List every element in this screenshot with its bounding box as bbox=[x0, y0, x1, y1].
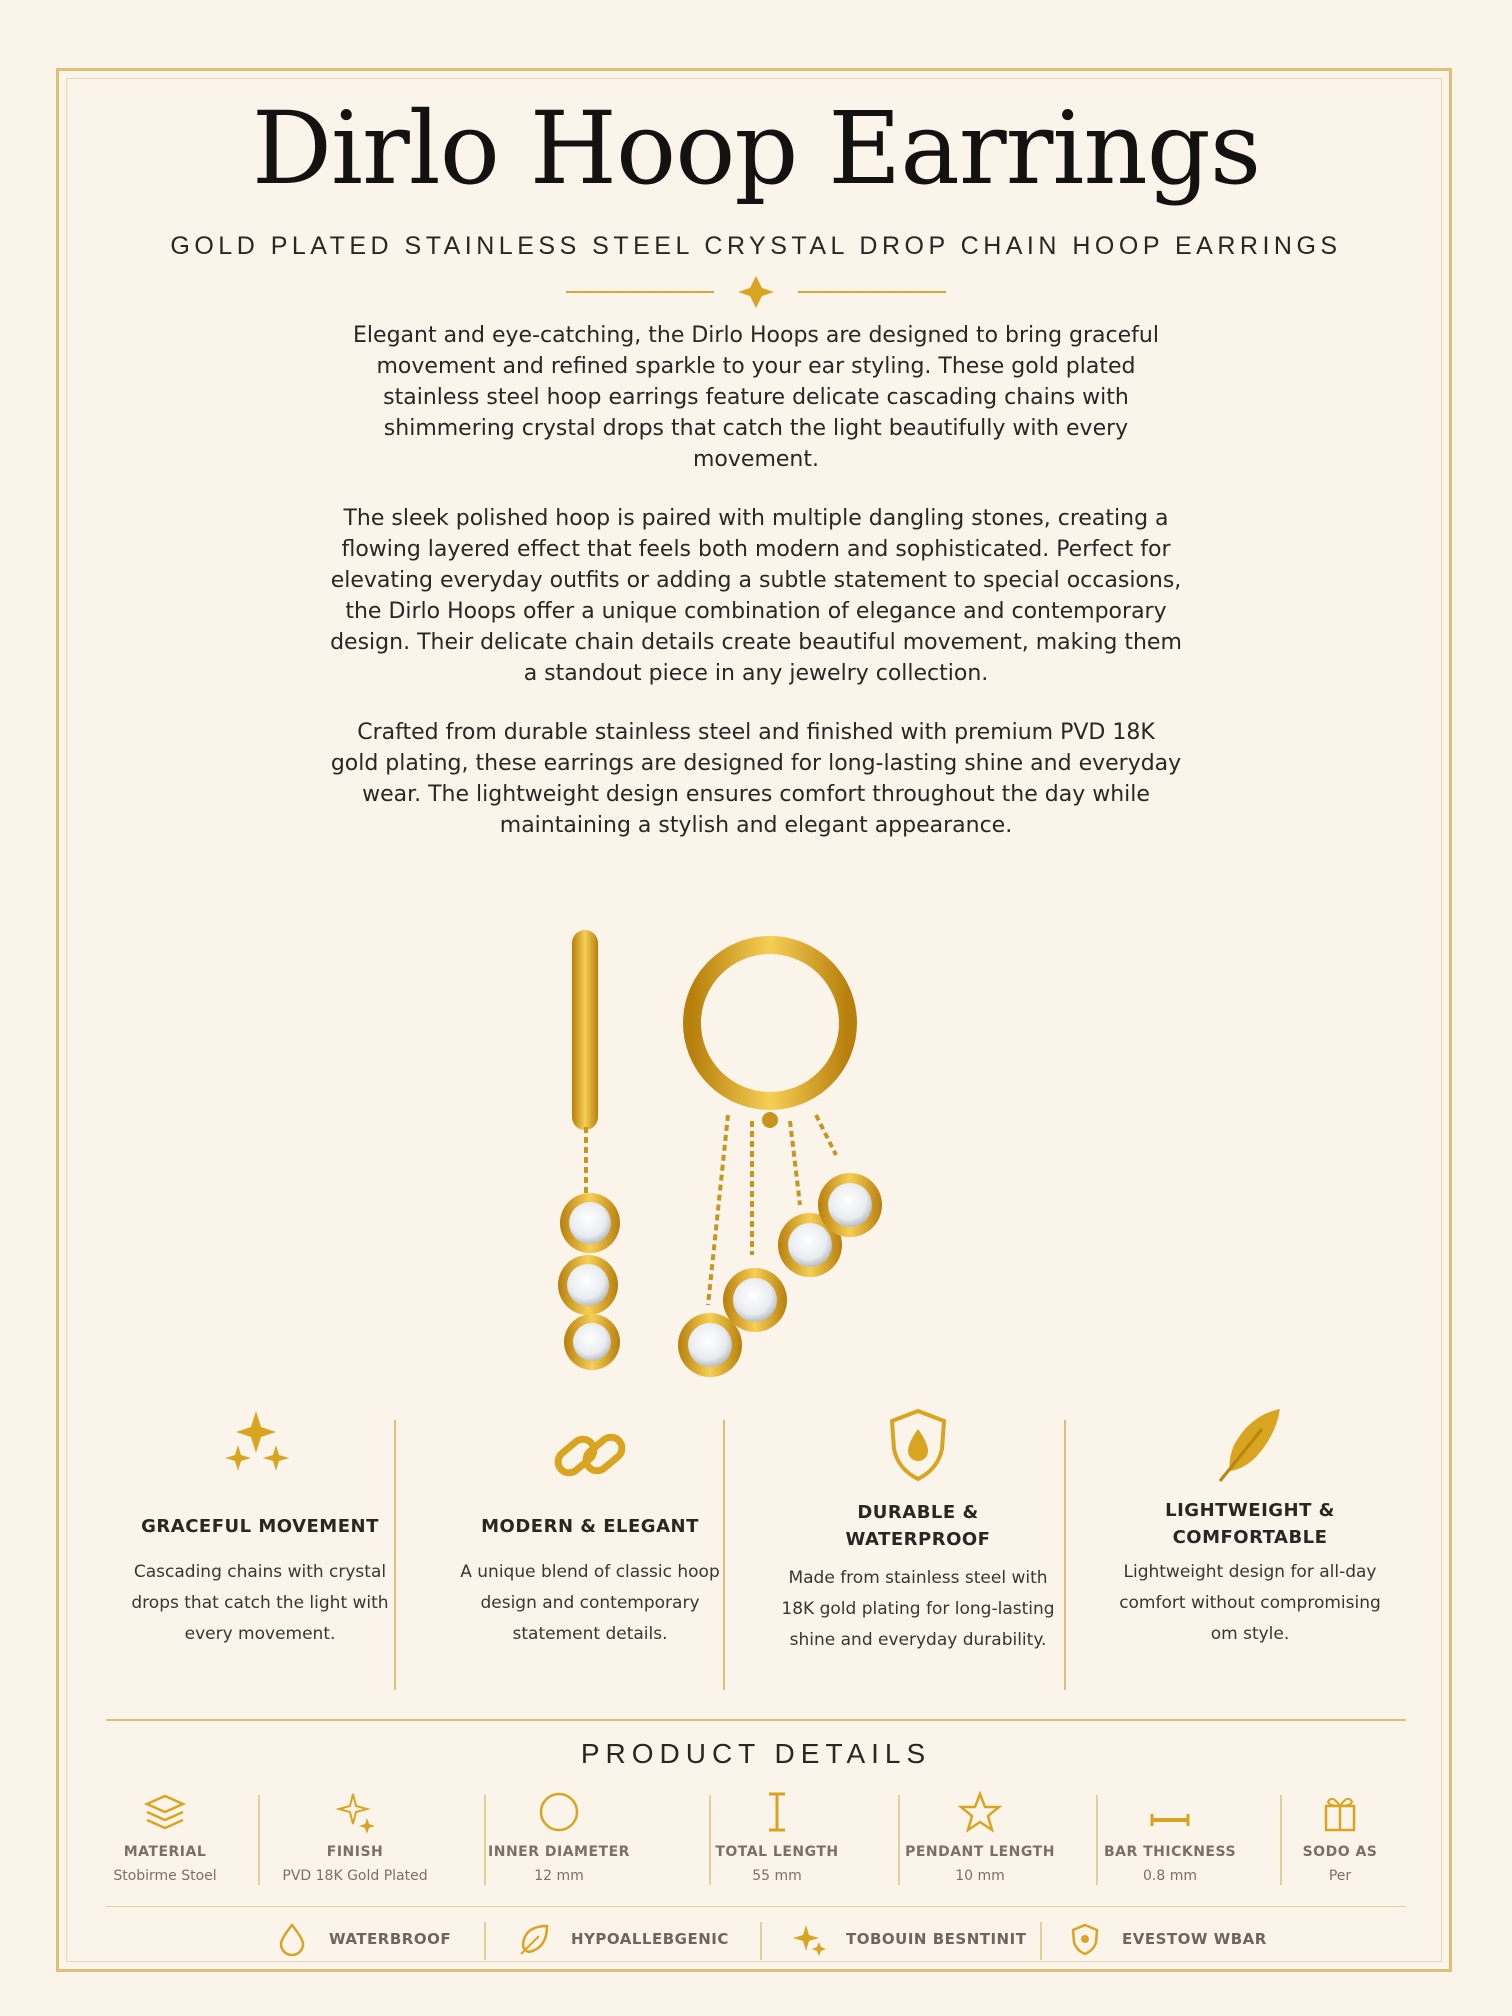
feature-title bbox=[1090, 1497, 1410, 1551]
spec-value: PVD 18K Gold Plated bbox=[282, 1868, 428, 1884]
page-title: Dirlo Hoop Earrings bbox=[251, 90, 1261, 207]
features-section bbox=[100, 1405, 1400, 1695]
badges-row bbox=[260, 1918, 1310, 1962]
badge-divider bbox=[1040, 1922, 1042, 1960]
spec-value: 55 mm bbox=[752, 1868, 802, 1884]
description-paragraph: Elegant and eye-catching, the Dirlo Hoops are designed to bring graceful movement and refined sparkle to your ear styling. These gold plated stainless steel hoop earrings feature delicate cascading chains with shimmering crystal drops that catch the light beautifully with every movement. bbox=[353, 323, 1159, 472]
spec-pendant-length bbox=[900, 1790, 1060, 1890]
spec-label: TOTAL LENGTH bbox=[715, 1844, 839, 1860]
spec-divider bbox=[1096, 1795, 1098, 1885]
badge-label: EVESTOW WBAR bbox=[1122, 1930, 1267, 1948]
spec-material bbox=[100, 1790, 230, 1890]
spec-divider bbox=[898, 1795, 900, 1885]
badge-hypoallergenic bbox=[517, 1918, 777, 1962]
bar-icon bbox=[1148, 1790, 1192, 1834]
description-paragraph: The sleek polished hoop is paired with multiple dangling stones, creating a flowing layered effect that feels both modern and sophisticated. Perfect for elevating everyday outfits or adding a subtle statement to special occasions, the Dirlo Hoops offer a unique combination of elegance and contemporary design. Their delicate chain details create beautiful movement, making them a standout piece in any jewelry collection. bbox=[330, 506, 1182, 686]
feature-lightweight-comfortable bbox=[1090, 1405, 1410, 1695]
sparkle-icon bbox=[792, 1922, 826, 1956]
feature-graceful-movement bbox=[100, 1405, 420, 1695]
length-icon bbox=[755, 1790, 799, 1834]
feature-divider bbox=[394, 1420, 396, 1690]
drop-icon bbox=[275, 1922, 309, 1956]
circle-icon bbox=[537, 1790, 581, 1834]
badge-everyday-wear bbox=[1068, 1918, 1298, 1962]
badge-waterproof bbox=[275, 1918, 475, 1962]
badge-label: HYPOALLEBGENIC bbox=[571, 1930, 729, 1948]
specs-row bbox=[100, 1790, 1410, 1890]
earrings-image bbox=[520, 915, 1000, 1395]
gift-icon bbox=[1318, 1790, 1362, 1834]
spec-inner-diameter bbox=[480, 1790, 638, 1890]
sparkle-icon bbox=[220, 1405, 300, 1485]
chain-link-icon bbox=[550, 1415, 630, 1495]
badge-divider bbox=[484, 1922, 486, 1960]
section-divider bbox=[106, 1719, 1406, 1721]
spec-label: INNER DIAMETER bbox=[488, 1844, 630, 1860]
shield-icon bbox=[1068, 1922, 1102, 1956]
feature-title: GRACEFUL MOVEMENT bbox=[141, 1516, 379, 1537]
badge-tarnish-resistant bbox=[792, 1918, 1032, 1962]
side-earring bbox=[558, 930, 620, 1370]
description-paragraph: Crafted from durable stainless steel and finished with premium PVD 18K gold plating, these earrings are designed for long-lasting shine and everyday wear. The lightweight design ensures comfort throughout the day while maintaining a stylish and elegant appearance. bbox=[330, 720, 1182, 838]
ornament-divider bbox=[566, 272, 946, 312]
feature-divider bbox=[723, 1420, 725, 1690]
spec-sold-as bbox=[1290, 1790, 1390, 1890]
spec-value: 12 mm bbox=[534, 1868, 584, 1884]
spec-value: Per bbox=[1328, 1868, 1352, 1884]
spec-bar-thickness bbox=[1100, 1790, 1240, 1890]
feature-divider bbox=[1064, 1420, 1066, 1690]
feature-title: MODERN & ELEGANT bbox=[481, 1516, 699, 1537]
layers-icon bbox=[143, 1790, 187, 1834]
badge-divider bbox=[760, 1922, 762, 1960]
spec-value: 10 mm bbox=[955, 1868, 1005, 1884]
spec-finish bbox=[260, 1790, 450, 1890]
diamond-ornament-icon bbox=[738, 276, 774, 308]
spec-total-length bbox=[712, 1790, 842, 1890]
spec-value: Stobirme Stoel bbox=[113, 1868, 217, 1884]
feature-text: A unique blend of classic hoop design and contemporary statement details. bbox=[460, 1562, 720, 1644]
front-earring bbox=[678, 945, 882, 1377]
feature-text: Made from stainless steel with 18K gold plating for long-lasting shine and everyday durability. bbox=[781, 1568, 1055, 1650]
feature-title-text: DURABLE & WATERPROOF bbox=[845, 1502, 991, 1550]
star-icon bbox=[958, 1790, 1002, 1834]
feature-text: Lightweight design for all-day comfort without compromising om style. bbox=[1119, 1562, 1381, 1644]
section-divider bbox=[106, 1906, 1406, 1907]
spec-label: PENDANT LENGTH bbox=[905, 1844, 1055, 1860]
badge-label: TOBOUIN BESNTINIT bbox=[846, 1930, 1027, 1948]
page-subtitle: GOLD PLATED STAINLESS STEEL CRYSTAL DROP CHAIN HOOP EARRINGS bbox=[170, 232, 1342, 260]
feature-durable-waterproof bbox=[758, 1405, 1078, 1695]
spec-divider bbox=[1280, 1795, 1282, 1885]
feather-icon bbox=[1210, 1405, 1290, 1485]
product-details-title: PRODUCT DETAILS bbox=[580, 1738, 932, 1769]
product-description bbox=[330, 320, 1182, 869]
spec-label: MATERIAL bbox=[123, 1844, 207, 1860]
sparkle-icon bbox=[333, 1790, 377, 1834]
leaf-icon bbox=[517, 1922, 551, 1956]
spec-divider bbox=[709, 1795, 711, 1885]
feature-title bbox=[758, 1499, 1078, 1553]
feature-text: Cascading chains with crystal drops that catch the light with every movement. bbox=[131, 1562, 389, 1644]
spec-label: SODO AS bbox=[1302, 1844, 1378, 1860]
spec-value: 0.8 mm bbox=[1143, 1868, 1197, 1884]
spec-label: BAR THICKNESS bbox=[1103, 1844, 1237, 1860]
feature-title-text: LIGHTWEIGHT & COMFORTABLE bbox=[1165, 1500, 1335, 1548]
spec-label: FINISH bbox=[326, 1844, 384, 1860]
spec-divider bbox=[484, 1795, 486, 1885]
badge-label: WATERBROOF bbox=[329, 1930, 452, 1948]
feature-modern-elegant bbox=[430, 1405, 750, 1695]
spec-divider bbox=[258, 1795, 260, 1885]
shield-drop-icon bbox=[878, 1405, 958, 1485]
